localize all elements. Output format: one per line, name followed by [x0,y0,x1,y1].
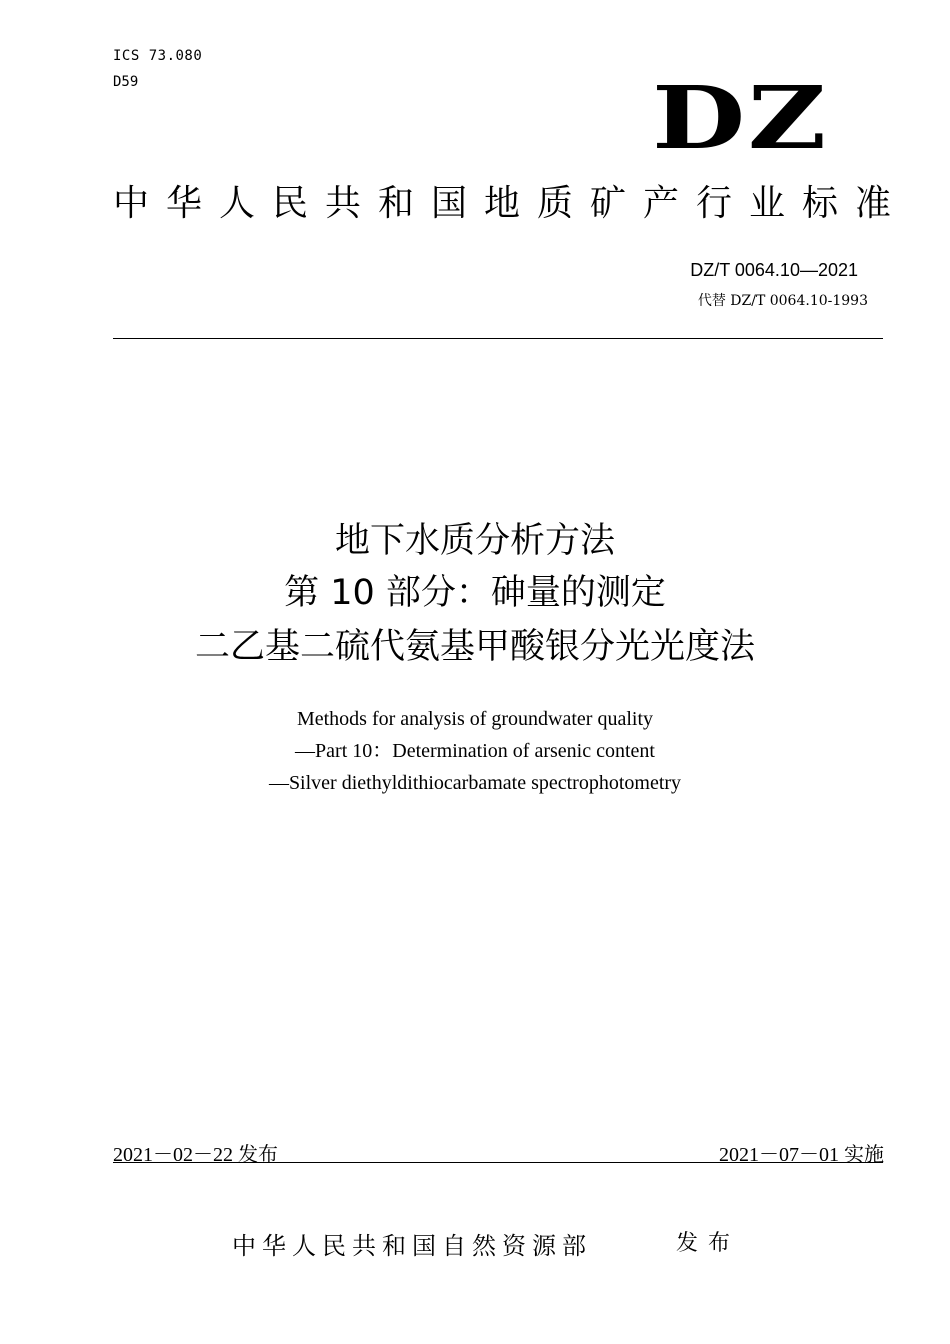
title-en-line-1: Methods for analysis of groundwater quality [296,708,654,730]
issue-date: 2021－02－22 发布 [113,1144,278,1166]
title-cn-line-3: 二乙基二硫代氨基甲酸银分光光度法 [194,627,755,667]
title-cn-line-1: 地下水质分析方法 [334,521,615,561]
replaces-standard: 代替 DZ/T 0064.10-1993 [697,293,868,309]
standard-category: 中华人民共和国地质矿产行业标准 [113,183,909,224]
publisher: 中华人民共和国自然资源部 [232,1232,592,1260]
top-divider [113,338,883,339]
ics-code: ICS 73.080 [113,48,203,64]
ccs-code: D59 [113,74,139,90]
title-en-line-2: —Part 10：Determination of arsenic content [295,740,655,762]
title-cn-line-2: 第 10 部分：砷量的测定 [284,573,666,613]
issued-label: 发布 [676,1231,741,1256]
title-en-line-3: —Silver diethyldithiocarbamate spectrophotometry [268,772,682,794]
implementation-date: 2021－07－01 实施 [719,1144,884,1166]
dz-logo: DZ [652,68,829,169]
bottom-divider [113,1162,883,1163]
standard-number: DZ/T 0064.10—2021 [690,260,858,280]
